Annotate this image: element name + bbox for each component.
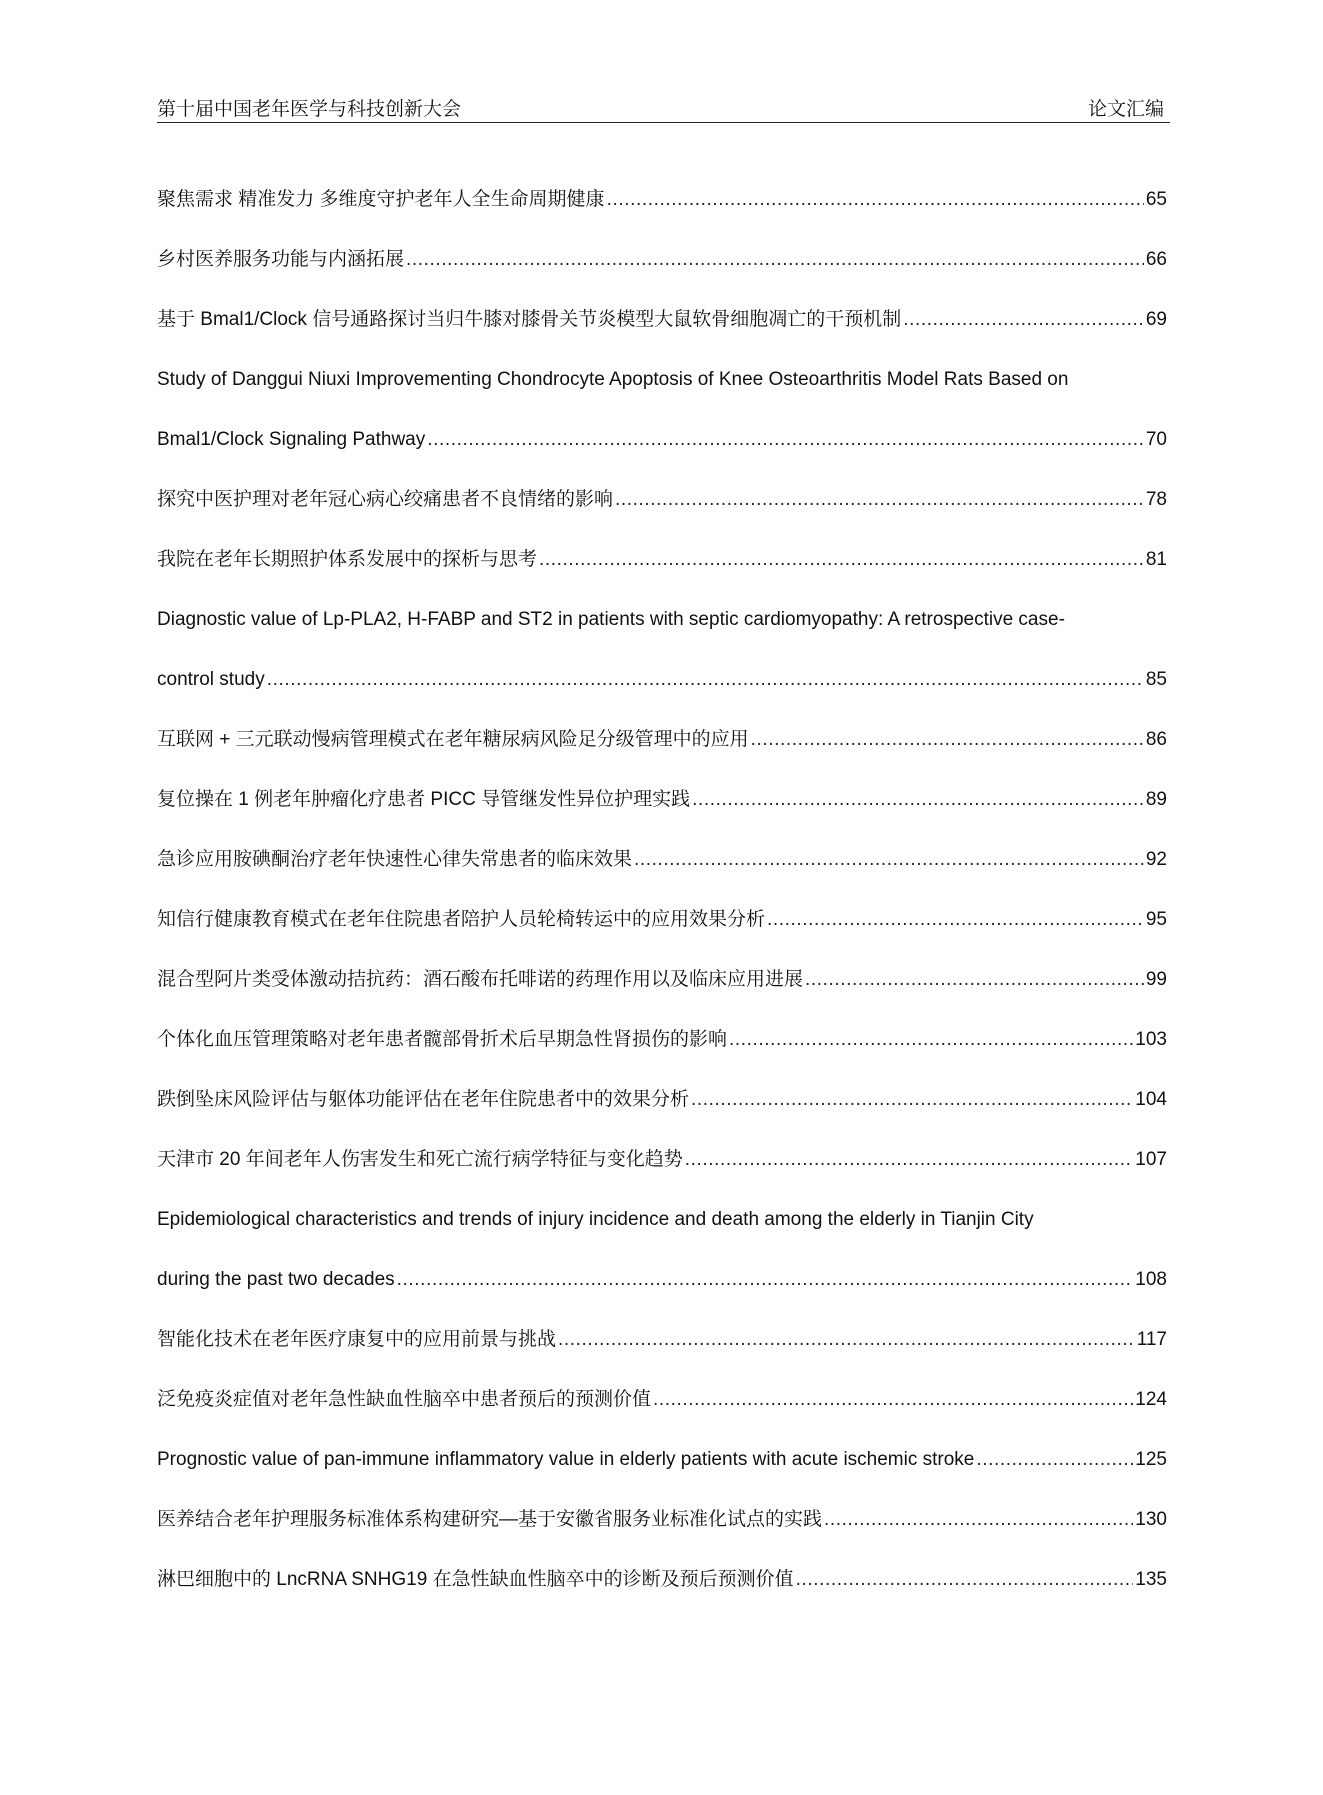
dot-leader: [691, 1082, 1133, 1118]
toc-entry[interactable]: [157, 302, 1167, 362]
section-label: 论文汇编: [1087, 99, 1164, 120]
toc-entry-title-line: [157, 362, 1167, 422]
dot-leader: [796, 1562, 1134, 1598]
dot-leader: [634, 842, 1144, 878]
dot-leader: [653, 1382, 1133, 1418]
toc-entry[interactable]: [157, 842, 1167, 902]
toc-entry-last-line: [157, 302, 1167, 362]
toc-entry-last-line: [157, 422, 1167, 482]
dot-leader: [607, 182, 1144, 218]
toc-entry[interactable]: [157, 1142, 1167, 1202]
toc-entry-last-line: [157, 962, 1167, 1022]
toc-entry-title-line: [157, 1202, 1167, 1262]
toc-entry-last-line: [157, 722, 1167, 782]
toc-entry-last-line: [157, 842, 1167, 902]
toc-entry[interactable]: [157, 1202, 1167, 1322]
toc-entry-title: Diagnostic value of Lp-PLA2, H-FABP and ST2 in patients with septic cardiomyopathy: A retrospective case-: [157, 609, 1065, 630]
toc-entry-title: during the past two decades: [157, 1269, 395, 1290]
toc-entry[interactable]: [157, 1022, 1167, 1082]
toc-entry-page-number: 135: [1135, 1569, 1167, 1590]
dot-leader: [427, 422, 1144, 458]
toc-entry-title-line: [157, 602, 1167, 662]
toc-entry-last-line: [157, 182, 1167, 242]
dot-leader: [903, 302, 1144, 338]
toc-entry-title: 聚焦需求 精准发力 多维度守护老年人全生命周期健康: [157, 189, 605, 210]
toc-entry-title: control study: [157, 669, 265, 690]
toc-entry-page-number: 85: [1145, 669, 1167, 690]
toc-entry-page-number: 95: [1145, 909, 1167, 930]
toc-entry-title: Epidemiological characteristics and trends of injury incidence and death among the elderly in Tianjin City: [157, 1209, 1034, 1230]
toc-entry-page-number: 69: [1145, 309, 1167, 330]
toc-entry-title: 智能化技术在老年医疗康复中的应用前景与挑战: [157, 1329, 557, 1350]
toc-entry[interactable]: [157, 1502, 1167, 1562]
toc-entry-title: 互联网 + 三元联动慢病管理模式在老年糖尿病风险足分级管理中的应用: [157, 729, 749, 750]
toc-entry-last-line: [157, 1322, 1167, 1382]
toc-entry-last-line: [157, 1562, 1167, 1622]
toc-entry-title: 乡村医养服务功能与内涵拓展: [157, 249, 405, 270]
toc-entry[interactable]: [157, 1562, 1167, 1622]
toc-entry-last-line: [157, 1382, 1167, 1442]
dot-leader: [267, 662, 1144, 698]
toc-entry-page-number: 65: [1145, 189, 1167, 210]
dot-leader: [615, 482, 1144, 518]
toc-entry-title: Study of Danggui Niuxi Improvementing Chondrocyte Apoptosis of Knee Osteoarthritis Model Rats Based on: [157, 369, 1069, 390]
toc-entry[interactable]: [157, 242, 1167, 302]
toc-entry-title: Prognostic value of pan-immune inflammatory value in elderly patients with acute ischemic stroke: [157, 1449, 975, 1470]
toc-entry-last-line: [157, 542, 1167, 602]
toc-entry-title: Bmal1/Clock Signaling Pathway: [157, 429, 426, 450]
toc-entry-title: 基于 Bmal1/Clock 信号通路探讨当归牛膝对膝骨关节炎模型大鼠软骨细胞凋亡的干预机制: [157, 309, 902, 330]
toc-entry[interactable]: [157, 482, 1167, 542]
toc-entry-title: 复位操在 1 例老年肿瘤化疗患者 PICC 导管继发性异位护理实践: [157, 789, 691, 810]
toc-entry-page-number: 125: [1135, 1449, 1167, 1470]
toc-entry[interactable]: [157, 1382, 1167, 1442]
toc-entry[interactable]: [157, 1322, 1167, 1382]
dot-leader: [729, 1022, 1133, 1058]
running-header: [157, 92, 1170, 123]
toc-entry[interactable]: [157, 902, 1167, 962]
toc-entry-last-line: [157, 1142, 1167, 1202]
toc-entry[interactable]: [157, 782, 1167, 842]
toc-entry-last-line: [157, 1502, 1167, 1562]
dot-leader: [751, 722, 1144, 758]
toc-entry-title: 泛免疫炎症值对老年急性缺血性脑卒中患者预后的预测价值: [157, 1389, 652, 1410]
dot-leader: [685, 1142, 1134, 1178]
toc-entry-page-number: 66: [1145, 249, 1167, 270]
toc-entry[interactable]: [157, 542, 1167, 602]
toc-entry-last-line: [157, 902, 1167, 962]
toc-entry[interactable]: [157, 182, 1167, 242]
toc-entry-last-line: [157, 1262, 1167, 1322]
toc-entry-title: 知信行健康教育模式在老年住院患者陪护人员轮椅转运中的应用效果分析: [157, 909, 766, 930]
toc-entry[interactable]: [157, 362, 1167, 482]
toc-entry-page-number: 70: [1145, 429, 1167, 450]
toc-entry[interactable]: [157, 1082, 1167, 1142]
toc-entry[interactable]: [157, 722, 1167, 782]
toc-entry-title: 探究中医护理对老年冠心病心绞痛患者不良情绪的影响: [157, 489, 614, 510]
toc-entry-page-number: 107: [1135, 1149, 1167, 1170]
toc-entry[interactable]: [157, 962, 1167, 1022]
toc-entry-title: 急诊应用胺碘酮治疗老年快速性心律失常患者的临床效果: [157, 849, 633, 870]
toc-entry-last-line: [157, 242, 1167, 302]
dot-leader: [539, 542, 1144, 578]
dot-leader: [805, 962, 1144, 998]
toc-entry-last-line: [157, 482, 1167, 542]
toc-entry-page-number: 104: [1135, 1089, 1167, 1110]
dot-leader: [692, 782, 1144, 818]
toc-entry-title: 医养结合老年护理服务标准体系构建研究—基于安徽省服务业标准化试点的实践: [157, 1509, 823, 1530]
dot-leader: [767, 902, 1144, 938]
toc-entry-title: 天津市 20 年间老年人伤害发生和死亡流行病学特征与变化趋势: [157, 1149, 683, 1170]
toc-entry-last-line: [157, 782, 1167, 842]
toc-entry-page-number: 99: [1145, 969, 1167, 990]
table-of-contents: [157, 182, 1167, 1622]
conference-title: 第十届中国老年医学与科技创新大会: [157, 99, 462, 120]
toc-entry-title: 跌倒坠床风险评估与躯体功能评估在老年住院患者中的效果分析: [157, 1089, 690, 1110]
toc-entry-title: 淋巴细胞中的 LncRNA SNHG19 在急性缺血性脑卒中的诊断及预后预测价值: [157, 1569, 794, 1590]
toc-entry-page-number: 130: [1135, 1509, 1167, 1530]
toc-entry-page-number: 81: [1145, 549, 1167, 570]
toc-entry-title: 混合型阿片类受体激动拮抗药：酒石酸布托啡诺的药理作用以及临床应用进展: [157, 969, 804, 990]
toc-entry-last-line: [157, 1082, 1167, 1142]
toc-entry-page-number: 92: [1145, 849, 1167, 870]
toc-entry-page-number: 78: [1145, 489, 1167, 510]
dot-leader: [558, 1322, 1135, 1358]
toc-entry-page-number: 103: [1135, 1029, 1167, 1050]
toc-entry-title: 我院在老年长期照护体系发展中的探析与思考: [157, 549, 538, 570]
toc-entry-last-line: [157, 1442, 1167, 1502]
toc-entry-page-number: 86: [1145, 729, 1167, 750]
dot-leader: [824, 1502, 1133, 1538]
toc-entry-title: 个体化血压管理策略对老年患者髋部骨折术后早期急性肾损伤的影响: [157, 1029, 728, 1050]
toc-entry-last-line: [157, 662, 1167, 722]
dot-leader: [406, 242, 1144, 278]
toc-entry-page-number: 89: [1145, 789, 1167, 810]
toc-entry-page-number: 124: [1135, 1389, 1167, 1410]
toc-entry[interactable]: [157, 1442, 1167, 1502]
toc-entry-page-number: 108: [1135, 1269, 1167, 1290]
dot-leader: [976, 1442, 1133, 1478]
dot-leader: [397, 1262, 1134, 1298]
toc-entry-page-number: 117: [1136, 1329, 1167, 1350]
toc-entry-last-line: [157, 1022, 1167, 1082]
toc-entry[interactable]: [157, 602, 1167, 722]
